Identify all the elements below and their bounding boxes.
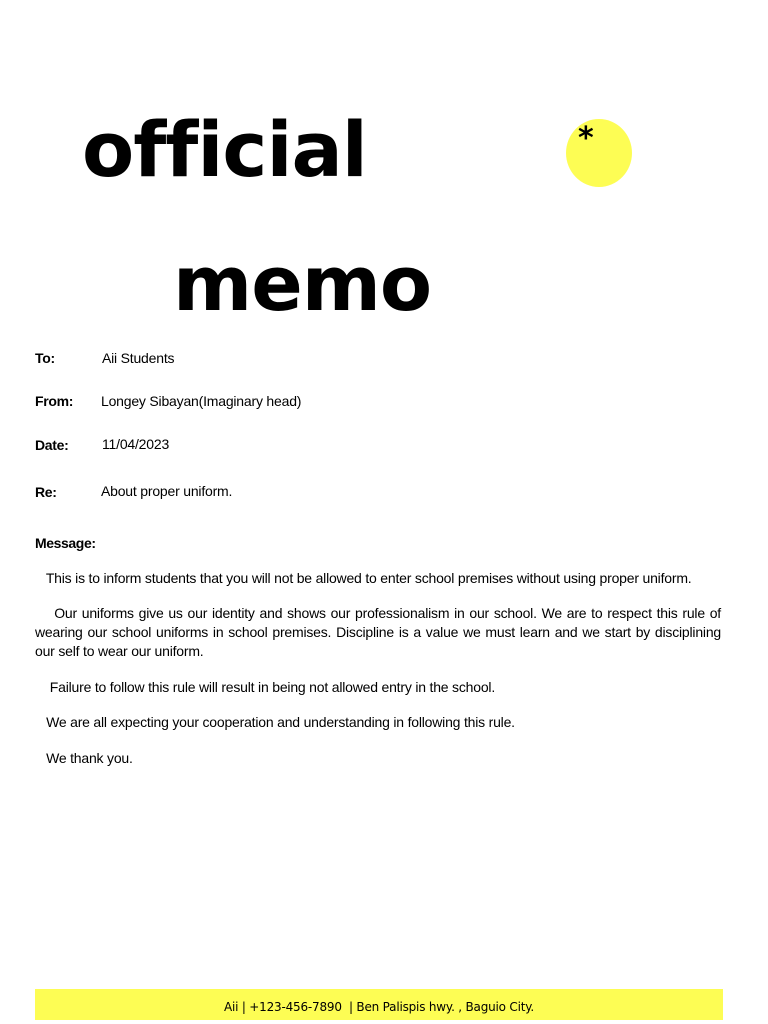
message-paragraph-2: Our uniforms give us our identity and shows our professionalism in our school. We are to respect this rule of wearing our school uniforms in school premises. Discipline is a value we must learn and we start by disciplining our self to wear our uniform.	[35, 605, 725, 659]
date-label: Date:	[35, 437, 69, 453]
message-paragraph-3: Failure to follow this rule will result in being not allowed entry in the school.	[35, 679, 496, 695]
from-value: Longey Sibayan(Imaginary head)	[101, 393, 302, 409]
message-label: Message:	[35, 535, 96, 551]
message-paragraph-1: This is to inform students that you will not be allowed to enter school premises without using proper uniform.	[35, 570, 692, 586]
footer-contact-text: Aii | +123-456-7890 | Ben Palispis hwy. , Baguio City.	[223, 999, 535, 1014]
re-label: Re:	[35, 484, 57, 500]
re-value: About proper uniform.	[101, 483, 233, 499]
to-value: Aii Students	[102, 350, 175, 366]
footer-bar	[35, 989, 723, 1020]
message-paragraph-5: We thank you.	[35, 750, 133, 766]
memo-title-line-2: memo	[173, 239, 432, 328]
message-paragraph-4: We are all expecting your cooperation and understanding in following this rule.	[35, 714, 515, 730]
to-label: To:	[35, 350, 55, 366]
memo-title-line-1: official	[82, 105, 367, 194]
asterisk-icon: *	[578, 121, 594, 156]
yellow-circle-decoration	[566, 119, 632, 187]
from-label: From:	[35, 393, 74, 409]
date-value: 11/04/2023	[102, 436, 170, 452]
